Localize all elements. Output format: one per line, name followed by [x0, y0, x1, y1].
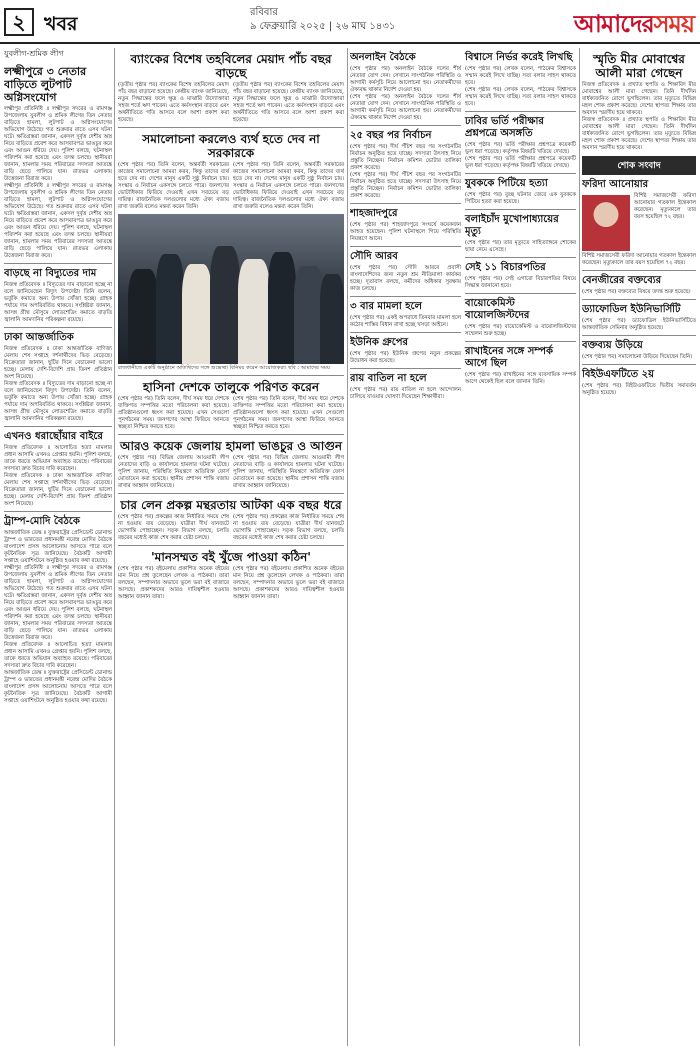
headline: আরও কয়েক জেলায় হামলা ভাঙচুর ও আগুন [119, 438, 343, 453]
headline: ট্রাম্প-মোদি বৈঠকে [4, 516, 80, 527]
kicker: যুবলীগ-শ্রমিক লীগ [4, 49, 64, 58]
date: ৯ ফেব্রুয়ারি ২০২৫ | ২৬ মাঘ ১৪৩১ [250, 21, 396, 32]
article-body: (শেষ পৃষ্ঠার পর) তিনি বলেন, দীর্ঘ সময় ধরে দেশকে ব্যক্তিগত সম্পত্তির মতো পরিচালনা করা হয়েছে। প্রতিষ্ঠানগুলো ধ্বংস করা হয়েছে। এখন সেগুলো পুনর্গঠনের সময়। জনগণের আস্থা ফিরিয়ে আনতে স্বচ্ছতা নিশ্চিত করতে হবে। [233, 395, 344, 430]
news-photo [118, 214, 344, 364]
divider [4, 426, 112, 427]
article-body: (শেষ পৃষ্ঠার পর) ভর্তি পরীক্ষার প্রশ্নপত্রে কয়েকটি ভুল ধরা পড়েছে। কর্তৃপক্ষ বিষয়টি খতিয়ে দেখছে। [465, 142, 576, 155]
column-rule [347, 48, 348, 1046]
divider [4, 263, 112, 264]
dateline [250, 6, 395, 34]
masthead [0, 0, 700, 44]
article-body: (শেষ পৃষ্ঠার পর) লেখক বলেন, পাঠকের বিশ্বাসকে সম্মান করেই লিখে যাচ্ছি। সত্য বলার সাহস থাকতে হবে। [465, 87, 576, 107]
headline: ২৫ বছর পর নির্বাচন [350, 130, 432, 141]
divider [465, 173, 576, 174]
article-body: লক্ষ্মীপুর প্রতিনিধি ॥ লক্ষ্মীপুর সদরের ও রামগঞ্জ উপজেলায় যুবলীগ ও শ্রমিক লীগের তিন নেতার বাড়িতে হামলা, লুটপাট ও অগ্নিসংযোগের অভিযোগ উঠেছে। গত শুক্রবার রাতে এসব ঘটনা ঘটে। ক্ষতিগ্রস্তরা জানান, একদল দুর্বৃত্ত দেশীয় অস্ত্র নিয়ে বাড়িতে প্রবেশ করে আসবাবপত্র ভাঙচুর করে এবং আগুন ধরিয়ে দেয়। পুলিশ বলছে, ঘটনাস্থল পরিদর্শন করা হয়েছে এবং তদন্ত চলছে। স্থানীয়রা জানান, হামলার সময় পরিবারের সদস্যরা আতঙ্কে বাড়ি ছেড়ে পালিয়ে যান। রাতভর এলাকায় উত্তেজনা বিরাজ করে। [4, 106, 112, 182]
article-body: নিজস্ব প্রতিবেদক ॥ বিদ্যুতের দাম বাড়ানো হচ্ছে না বলে জানিয়েছেন বিদ্যুৎ উপদেষ্টা। তিনি বলেন, ভর্তুকি কমাতে অন্য উপায় খোঁজা হচ্ছে। গ্রাহক পর্যায়ে দাম অপরিবর্তিত থাকবে। সংশ্লিষ্টরা জানান, আসন্ন গ্রীষ্ম মৌসুমে লোডশেডিং কমাতে বাড়তি জ্বালানি আমদানির পরিকল্পনা রয়েছে। [4, 282, 112, 323]
portrait-photo [582, 195, 630, 251]
headline: ড্যাফোডিল ইউনিভার্সিটি [582, 304, 681, 315]
divider [582, 364, 696, 365]
article-body: (শেষ পৃষ্ঠার পর) প্রকল্পের কাজ নির্ধারিত সময়ে শেষ না হওয়ায় ব্যয় বেড়েছে। যাত্রীরা দীর্ঘ যানজটে ভোগান্তি পোহাচ্ছেন। সড়ক বিভাগ বলছে, চলতি বছরের মধ্যেই কাজ শেষ করার চেষ্টা চলছে। [233, 513, 344, 541]
headline: 'মানসম্মত বই খুঁজে পাওয়া কঠিন' [151, 549, 311, 564]
headline: রায় বাতিল না হলে [350, 373, 427, 384]
divider [350, 125, 461, 126]
article-body: (শেষ পৃষ্ঠার পর) তিনি বলেন, অন্তর্বর্তী সরকারের কাজের সমালোচনা আমরা করব, কিন্তু তাদের ব্যর্থ হতে দেব না। দেশের মানুষ একটি সুষ্ঠু নির্বাচন চায়। সংস্কার ও নির্বাচন একসঙ্গে চলতে পারে। জনগণের ভোটাধিকার ফিরিয়ে দেওয়াই এখন সবচেয়ে বড় দায়িত্ব। রাজনৈতিক দলগুলোর মধ্যে ঐক্য বজায় রাখা জরুরি বলেও মন্তব্য করেন তিনি। [118, 162, 229, 210]
headline: হাসিনা দেশকে তালুকে পরিণত করেন [142, 379, 320, 394]
divider [118, 375, 344, 376]
divider [4, 327, 112, 328]
headline: বেনজীরের বক্তব্যের [582, 275, 662, 286]
article-body: (শেষ পৃষ্ঠার পর) রায় বাতিল না হলে আন্দোলন চালিয়ে যাওয়ার ঘোষণা দিয়েছেন শিক্ষার্থীরা। [350, 387, 461, 400]
article-body: আন্তর্জাতিক ডেস্ক ॥ যুক্তরাষ্ট্রের প্রেসিডেন্ট ডোনাল্ড ট্রাম্প ও ভারতের প্রধানমন্ত্রী নরেন্দ্র মোদির বৈঠকে বাংলাদেশ প্রসঙ্গ আলোচনায় আসতে পারে বলে কূটনৈতিক সূত্র জানিয়েছে। বৈঠকটি আগামী সপ্তাহে ওয়াশিংটনে অনুষ্ঠিত হওয়ার কথা রয়েছে। [4, 530, 112, 564]
headline: এখনও ধরাছোঁয়ার বাইরে [4, 431, 103, 442]
section-name: খবর [44, 13, 78, 35]
divider [582, 335, 696, 336]
article-body: (তৃতীয় পৃষ্ঠার পর) ব্যাংকের বিশেষ তহবিলের মেয়াদ পাঁচ বছর বাড়ানো হয়েছে। কেন্দ্রীয় ব্যাংক জানিয়েছে, নতুন সিদ্ধান্তের ফলে ক্ষুদ্র ও মাঝারি উদ্যোক্তারা সহজ শর্তে ঋণ পাবেন। এতে কর্মসংস্থান বাড়বে এবং অর্থনীতিতে গতি আসবে বলে আশা প্রকাশ করা হয়েছে। [233, 82, 344, 123]
divider [350, 332, 461, 333]
page-number: ২ [4, 8, 34, 36]
headline: স্মৃতি মীর মোবাশ্বের আলী মারা গেছেন [593, 52, 685, 80]
headline: চার লেন প্রকল্প মন্থরতায় আটকা এক বছর ধরে [120, 497, 342, 512]
headline: শাহজাদপুরে [350, 208, 398, 219]
divider [4, 511, 112, 512]
article-body: (শেষ পৃষ্ঠার পর) প্রকল্পের কাজ নির্ধারিত সময়ে শেষ না হওয়ায় ব্যয় বেড়েছে। যাত্রীরা দীর্ঘ যানজটে ভোগান্তি পোহাচ্ছেন। সড়ক বিভাগ বলছে, চলতি বছরের মধ্যেই কাজ শেষ করার চেষ্টা চলছে। [118, 513, 229, 541]
article-body: (শেষ পৃষ্ঠার পর) অনলাইন বৈঠকে দলের শীর্ষ নেতারা যোগ দেন। সেখানে সাংগঠনিক পরিস্থিতি ও আগামী কর্মসূচি নিয়ে আলোচনা হয়। নেতাকর্মীদের ঐক্যবদ্ধ থাকার নির্দেশ দেওয়া হয়। [350, 94, 461, 121]
article-body: (শেষ পৃষ্ঠার পর) ভর্তি পরীক্ষার প্রশ্নপত্রে কয়েকটি ভুল ধরা পড়েছে। কর্তৃপক্ষ বিষয়টি খতিয়ে দেখছে। [465, 156, 576, 169]
headline: বক্তব্যয় উড়িয়ে [582, 340, 643, 351]
article-body: নিজস্ব প্রতিবেদক ॥ ঢাকা আন্তর্জাতিক বাণিজ্য মেলায় শেষ সপ্তাহে দর্শনার্থীদের ভিড় বেড়েছে। বিক্রেতারা জানান, ছুটির দিনে বেচাকেনা ভালো হচ্ছে। মেলায় দেশি-বিদেশি প্রায় তিনশ প্রতিষ্ঠান অংশ নিয়েছে। [4, 473, 112, 507]
divider [582, 270, 696, 271]
headline: ব্যাংকের বিশেষ তহবিলের মেয়াদ পাঁচ বছর বাড়ছে [130, 52, 332, 80]
headline: বলাইচাঁদ মুখোপাধ্যায়ের মৃত্যু [465, 214, 559, 237]
article-body: (শেষ পৃষ্ঠার পর) তিনি বলেন, দীর্ঘ সময় ধরে দেশকে ব্যক্তিগত সম্পত্তির মতো পরিচালনা করা হয়েছে। প্রতিষ্ঠানগুলো ধ্বংস করা হয়েছে। এখন সেগুলো পুনর্গঠনের সময়। জনগণের আস্থা ফিরিয়ে আনতে স্বচ্ছতা নিশ্চিত করতে হবে। [118, 395, 229, 430]
article-body: (শেষ পৃষ্ঠার পর) বইমেলায় প্রকাশিত অনেক বইয়ের মান নিয়ে প্রশ্ন তুলেছেন লেখক ও পাঠকরা। তারা বলছেন, সম্পাদনার অভাবে ভুলে ভরা বই বাজারে আসছে। প্রকাশকদের আরও দায়িত্বশীল হওয়ার আহ্বান জানান তারা। [233, 565, 344, 600]
article-body: নিজস্ব প্রতিবেদক ॥ আলোচিত হত্যা মামলার প্রধান আসামি এখনও গ্রেপ্তার হয়নি। পুলিশ বলছে, তাকে ধরতে অভিযান অব্যাহত রয়েছে। পরিবারের সদস্যরা দ্রুত বিচার দাবি করেছেন। [4, 642, 112, 669]
headline: রাখাইনের সঙ্গে সম্পর্ক আগে ছিল [465, 346, 553, 369]
article-body: (শেষ পৃষ্ঠার পর) তুচ্ছ ঘটনার জেরে এক যুবককে পিটিয়ে হত্যা করা হয়েছে। [465, 192, 576, 205]
headline: ইউনিক গ্রুপের [350, 337, 409, 348]
headline: বাড়ছে না বিদ্যুতের দাম [4, 268, 97, 279]
article-body: (শেষ পৃষ্ঠার পর) রাখাইনের সঙ্গে ব্যবসায়িক সম্পর্ক আগে থেকেই ছিল বলে জানান তিনি। [465, 372, 576, 385]
divider [350, 368, 461, 369]
article-body: (শেষ পৃষ্ঠার পর) বায়োকেমিস্ট ও বায়োলজিস্টদের সম্মেলন শুরু হচ্ছে। [465, 324, 576, 337]
article-body: নিজস্ব প্রতিবেদক ॥ ঢাকা আন্তর্জাতিক বাণিজ্য মেলায় শেষ সপ্তাহে দর্শনার্থীদের ভিড় বেড়েছে। বিক্রেতারা জানান, ছুটির দিনে বেচাকেনা ভালো হচ্ছে। মেলায় দেশি-বিদেশি প্রায় তিনশ প্রতিষ্ঠান অংশ নিয়েছে। [4, 346, 112, 380]
article-body: (শেষ পৃষ্ঠার পর) সমালোচনা উড়িয়ে দিয়েছেন তিনি। [582, 354, 693, 360]
article-body: (শেষ পৃষ্ঠার পর) ড্যাফোডিল ইউনিভার্সিটিতে আন্তর্জাতিক সেমিনার অনুষ্ঠিত হয়েছে। [582, 318, 696, 331]
article-body: নিজস্ব প্রতিবেদক ॥ প্রখ্যাত স্থপতি ও শিক্ষাবিদ মীর মোবাশ্বের আলী মারা গেছেন। তিনি দীর্ঘদিন বার্ধক্যজনিত রোগে ভুগছিলেন। তার মৃত্যুতে বিভিন্ন মহল শোক প্রকাশ করেছে। দেশের স্থাপত্য শিক্ষায় তার অবদান স্মরণীয় হয়ে থাকবে। [582, 117, 696, 151]
headline: ঢাবির ভর্তি পরীক্ষার প্রশ্নপত্রে অসঙ্গতি [465, 116, 544, 139]
article-body: (শেষ পৃষ্ঠার পর) একই অপরাধে তিনবার মামলা হলে কঠোর শাস্তির বিধান রাখা হচ্ছে খসড়া আইনে। [350, 315, 461, 328]
headline: বিইউএফটিতে ২য় [582, 369, 655, 380]
obituary-banner: শোক সংবাদ [582, 156, 696, 175]
newspaper-logo: আমাদেরসময় [573, 10, 694, 38]
article-body: বিশিষ্ট সমাজসেবী ফরিদা আনোয়ার গতকাল ইন্তেকাল করেছেন। মৃত্যুকালে তার বয়স হয়েছিল ৭২ বছর। [582, 253, 696, 266]
headline: বায়োকেমিস্ট বায়োলজিস্টদের [465, 298, 530, 321]
article-body: (তৃতীয় পৃষ্ঠার পর) ব্যাংকের বিশেষ তহবিলের মেয়াদ পাঁচ বছর বাড়ানো হয়েছে। কেন্দ্রীয় ব্যাংক জানিয়েছে, নতুন সিদ্ধান্তের ফলে ক্ষুদ্র ও মাঝারি উদ্যোক্তারা সহজ শর্তে ঋণ পাবেন। এতে কর্মসংস্থান বাড়বে এবং অর্থনীতিতে গতি আসবে বলে আশা প্রকাশ করা হয়েছে। [118, 82, 229, 123]
article-body: (শেষ পৃষ্ঠার পর) লেখক বলেন, পাঠকের বিশ্বাসকে সম্মান করেই লিখে যাচ্ছি। সত্য বলার সাহস থাকতে হবে। [465, 66, 576, 86]
headline: লক্ষ্মীপুরে ৩ নেতার বাড়িতে লুটপাট অগ্নিসংযোগ [4, 65, 87, 104]
divider [118, 127, 344, 128]
divider [582, 299, 696, 300]
article-body: (শেষ পৃষ্ঠার পর) তার মৃত্যুতে সাহিত্যাঙ্গনে শোকের ছায়া নেমে এসেছে। [465, 240, 576, 253]
article-body: (শেষ পৃষ্ঠার পর) বিভিন্ন জেলায় আওয়ামী লীগ নেতাদের বাড়ি ও কার্যালয়ে হামলার ঘটনা ঘটেছে। পুলিশ জানায়, পরিস্থিতি নিয়ন্ত্রণে অতিরিক্ত ফোর্স মোতায়েন করা হয়েছে। স্থানীয় প্রশাসন শান্তি বজায় রাখার আহ্বান জানিয়েছে। [118, 454, 229, 489]
article-body: (শেষ পৃষ্ঠার পর) সৌদি আরবে প্রবাসী বাংলাদেশিদের জন্য নতুন শ্রম নীতিমালা কার্যকর হচ্ছে। দূতাবাস বলছে, কর্মীদের অধিকার সুরক্ষায় কাজ চলছে। [350, 265, 461, 292]
article-body: (শেষ পৃষ্ঠার পর) বইমেলায় প্রকাশিত অনেক বইয়ের মান নিয়ে প্রশ্ন তুলেছেন লেখক ও পাঠকরা। তারা বলছেন, সম্পাদনার অভাবে ভুলে ভরা বই বাজারে আসছে। প্রকাশকদের আরও দায়িত্বশীল হওয়ার আহ্বান জানান তারা। [118, 565, 229, 600]
obituary-name: ফরিদা আনোয়ার [582, 179, 649, 190]
divider [118, 545, 344, 546]
column-3 [350, 48, 576, 1046]
column-rule [579, 48, 580, 1046]
divider [118, 493, 344, 494]
divider [118, 434, 344, 435]
article-body: লক্ষ্মীপুর প্রতিনিধি ॥ লক্ষ্মীপুর সদরের ও রামগঞ্জ উপজেলায় যুবলীগ ও শ্রমিক লীগের তিন নেতার বাড়িতে হামলা, লুটপাট ও অগ্নিসংযোগের অভিযোগ উঠেছে। গত শুক্রবার রাতে এসব ঘটনা ঘটে। ক্ষতিগ্রস্তরা জানান, একদল দুর্বৃত্ত দেশীয় অস্ত্র নিয়ে বাড়িতে প্রবেশ করে আসবাবপত্র ভাঙচুর করে এবং আগুন ধরিয়ে দেয়। পুলিশ বলছে, ঘটনাস্থল পরিদর্শন করা হয়েছে এবং তদন্ত চলছে। স্থানীয়রা জানান, হামলার সময় পরিবারের সদস্যরা আতঙ্কে বাড়ি ছেড়ে পালিয়ে যান। রাতভর এলাকায় উত্তেজনা বিরাজ করে। [4, 183, 112, 259]
headline: ঢাকা আন্তর্জাতিক [4, 332, 74, 343]
article-body: বিশিষ্ট সমাজসেবী ফরিদা আনোয়ার গতকাল ইন্তেকাল করেছেন। মৃত্যুকালে তার বয়স হয়েছিল ৭২ বছর। [634, 193, 696, 220]
column-rule [114, 48, 115, 1046]
column-2 [118, 48, 344, 1046]
article-body: (শেষ পৃষ্ঠার পর) তিনি বলেন, অন্তর্বর্তী সরকারের কাজের সমালোচনা আমরা করব, কিন্তু তাদের ব্যর্থ হতে দেব না। দেশের মানুষ একটি সুষ্ঠু নির্বাচন চায়। সংস্কার ও নির্বাচন একসঙ্গে চলতে পারে। জনগণের ভোটাধিকার ফিরিয়ে দেওয়াই এখন সবচেয়ে বড় দায়িত্ব। রাজনৈতিক দলগুলোর মধ্যে ঐক্য বজায় রাখা জরুরি বলেও মন্তব্য করেন তিনি। [233, 162, 344, 210]
article-body: (শেষ পৃষ্ঠার পর) সেই এগারো বিচারপতির বিষয়ে সিদ্ধান্ত জানানো হবে। [465, 276, 576, 289]
divider [465, 341, 576, 342]
article-body: (শেষ পৃষ্ঠার পর) বক্তব্যের বিষয়ে তদন্ত শুরু হয়েছে। [582, 289, 691, 295]
article-body: নিজস্ব প্রতিবেদক ॥ বিদ্যুতের দাম বাড়ানো হচ্ছে না বলে জানিয়েছেন বিদ্যুৎ উপদেষ্টা। তিনি বলেন, ভর্তুকি কমাতে অন্য উপায় খোঁজা হচ্ছে। গ্রাহক পর্যায়ে দাম অপরিবর্তিত থাকবে। সংশ্লিষ্টরা জানান, আসন্ন গ্রীষ্ম মৌসুমে লোডশেডিং কমাতে বাড়তি জ্বালানি আমদানির পরিকল্পনা রয়েছে। [4, 381, 112, 422]
headline: সেই ১১ বিচারপতির [465, 262, 546, 273]
article-body: লক্ষ্মীপুর প্রতিনিধি ॥ লক্ষ্মীপুর সদরের ও রামগঞ্জ উপজেলায় যুবলীগ ও শ্রমিক লীগের তিন নেতার বাড়িতে হামলা, লুটপাট ও অগ্নিসংযোগের অভিযোগ উঠেছে। গত শুক্রবার রাতে এসব ঘটনা ঘটে। ক্ষতিগ্রস্তরা জানান, একদল দুর্বৃত্ত দেশীয় অস্ত্র নিয়ে বাড়িতে প্রবেশ করে আসবাবপত্র ভাঙচুর করে এবং আগুন ধরিয়ে দেয়। পুলিশ বলছে, ঘটনাস্থল পরিদর্শন করা হয়েছে এবং তদন্ত চলছে। স্থানীয়রা জানান, হামলার সময় পরিবারের সদস্যরা আতঙ্কে বাড়ি ছেড়ে পালিয়ে যান। রাতভর এলাকায় উত্তেজনা বিরাজ করে। [4, 565, 112, 641]
column-4 [582, 48, 696, 1046]
headline: যুবককে পিটিয়ে হত্যা [465, 178, 548, 189]
headline: ৩ বার মামলা হলে [350, 301, 422, 312]
headline: সৌদি আরব [350, 251, 398, 262]
article-body: (শেষ পৃষ্ঠার পর) শাহজাদপুরে সংঘর্ষে কয়েকজন আহত হয়েছেন। পুলিশ ঘটনাস্থলে গিয়ে পরিস্থিতি নিয়ন্ত্রণে আনে। [350, 222, 461, 242]
divider [350, 203, 461, 204]
article-body: (শেষ পৃষ্ঠার পর) ইউনিক গ্রুপের নতুন প্রকল্পের উদ্বোধন করা হয়েছে। [350, 351, 461, 364]
article-body: (শেষ পৃষ্ঠার পর) বিইউএফটিতে দ্বিতীয় সমাবর্তন অনুষ্ঠিত হয়েছে। [582, 383, 696, 396]
article-body: (শেষ পৃষ্ঠার পর) দীর্ঘ পঁচিশ বছর পর সংগঠনটির নির্বাচন অনুষ্ঠিত হতে যাচ্ছে। সদস্যরা উৎসাহ নিয়ে প্রস্তুতি নিচ্ছেন। নির্বাচন কমিশন ভোটার তালিকা প্রকাশ করেছে। [350, 144, 461, 171]
divider [350, 246, 461, 247]
headline: বিশ্বাসে নির্ভর করেই লিখছি [465, 52, 573, 63]
divider [465, 111, 576, 112]
divider [350, 296, 461, 297]
photo-caption: রাজধানীতে একটি অনুষ্ঠানে অতিথিদের সঙ্গে শুভেচ্ছা বিনিময় করেন আয়োজকরা। ছবি : আমাদের সময় [118, 365, 330, 371]
headline: সমালোচনা করলেও ব্যর্থ হতে দেব না সরকারকে [142, 132, 320, 160]
divider [465, 257, 576, 258]
day: রবিবার [250, 7, 278, 18]
article-body: (শেষ পৃষ্ঠার পর) অনলাইন বৈঠকে দলের শীর্ষ নেতারা যোগ দেন। সেখানে সাংগঠনিক পরিস্থিতি ও আগামী কর্মসূচি নিয়ে আলোচনা হয়। নেতাকর্মীদের ঐক্যবদ্ধ থাকার নির্দেশ দেওয়া হয়। [350, 66, 461, 93]
divider [465, 209, 576, 210]
article-body: নিজস্ব প্রতিবেদক ॥ আলোচিত হত্যা মামলার প্রধান আসামি এখনও গ্রেপ্তার হয়নি। পুলিশ বলছে, তাকে ধরতে অভিযান অব্যাহত রয়েছে। পরিবারের সদস্যরা দ্রুত বিচার দাবি করেছেন। [4, 445, 112, 472]
article-body: (শেষ পৃষ্ঠার পর) বিভিন্ন জেলায় আওয়ামী লীগ নেতাদের বাড়ি ও কার্যালয়ে হামলার ঘটনা ঘটেছে। পুলিশ জানায়, পরিস্থিতি নিয়ন্ত্রণে অতিরিক্ত ফোর্স মোতায়েন করা হয়েছে। স্থানীয় প্রশাসন শান্তি বজায় রাখার আহ্বান জানিয়েছে। [233, 454, 344, 489]
article-body: নিজস্ব প্রতিবেদক ॥ প্রখ্যাত স্থপতি ও শিক্ষাবিদ মীর মোবাশ্বের আলী মারা গেছেন। তিনি দীর্ঘদিন বার্ধক্যজনিত রোগে ভুগছিলেন। তার মৃত্যুতে বিভিন্ন মহল শোক প্রকাশ করেছে। দেশের স্থাপত্য শিক্ষায় তার অবদান স্মরণীয় হয়ে থাকবে। [582, 82, 696, 116]
column-1 [4, 48, 112, 1046]
article-body: (শেষ পৃষ্ঠার পর) দীর্ঘ পঁচিশ বছর পর সংগঠনটির নির্বাচন অনুষ্ঠিত হতে যাচ্ছে। সদস্যরা উৎসাহ নিয়ে প্রস্তুতি নিচ্ছেন। নির্বাচন কমিশন ভোটার তালিকা প্রকাশ করেছে। [350, 172, 461, 199]
article-body: আন্তর্জাতিক ডেস্ক ॥ যুক্তরাষ্ট্রের প্রেসিডেন্ট ডোনাল্ড ট্রাম্প ও ভারতের প্রধানমন্ত্রী নরেন্দ্র মোদির বৈঠকে বাংলাদেশ প্রসঙ্গ আলোচনায় আসতে পারে বলে কূটনৈতিক সূত্র জানিয়েছে। বৈঠকটি আগামী সপ্তাহে ওয়াশিংটনে অনুষ্ঠিত হওয়ার কথা রয়েছে। [4, 670, 112, 704]
headline: অনলাইন বৈঠকে [350, 52, 416, 63]
divider [465, 293, 576, 294]
